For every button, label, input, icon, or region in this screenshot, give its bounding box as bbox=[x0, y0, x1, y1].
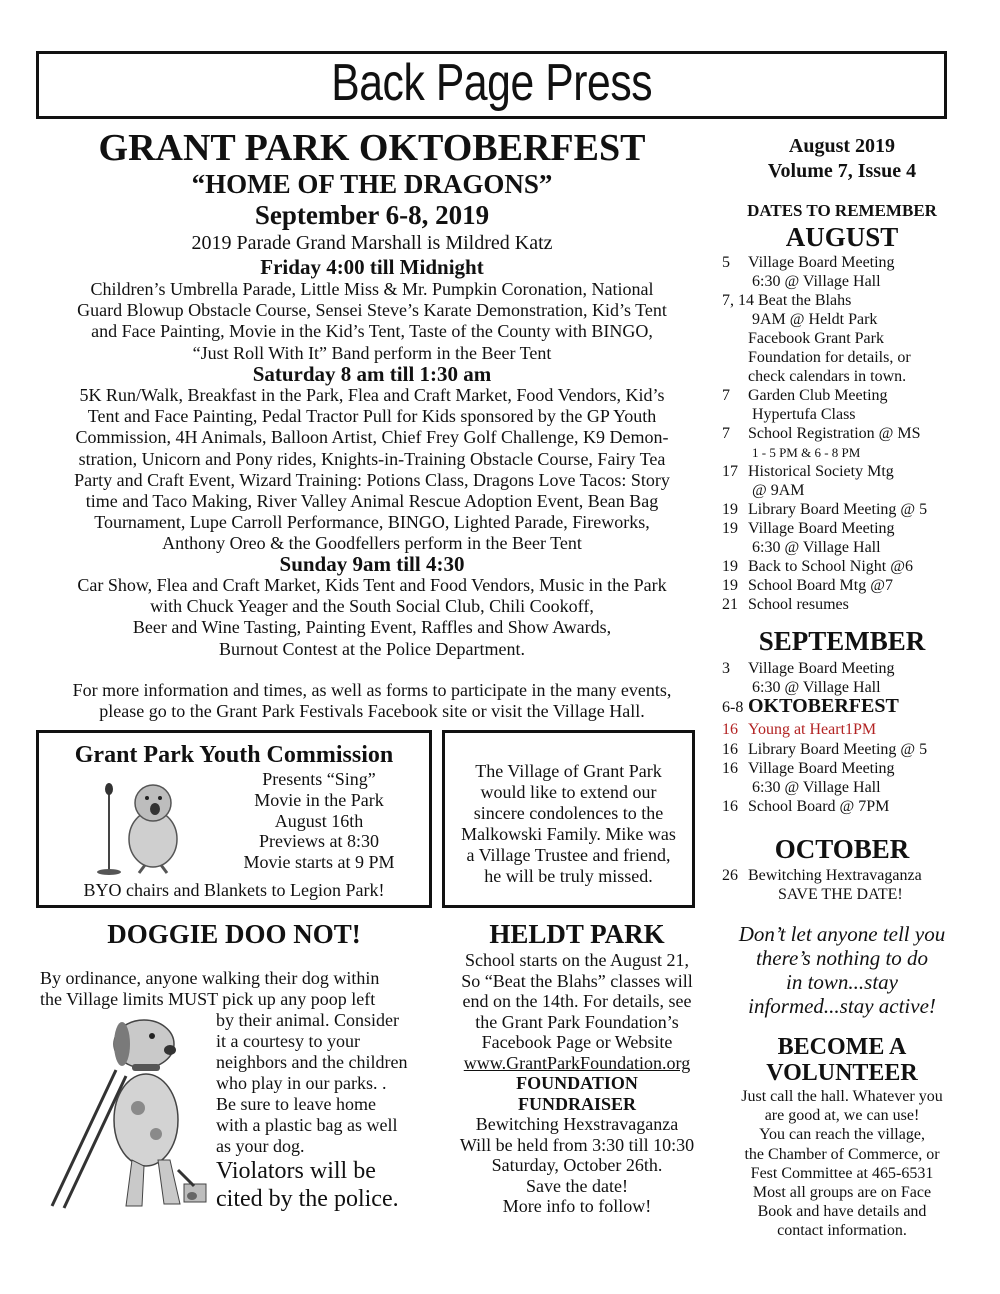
volunteer-body: Just call the hall. Whatever you are good at, we can use! You can reach the village, the Chamber of Commerce, or Fest Committee at 465-6531 Most all groups are on Face Book and have details and contact information. bbox=[741, 1088, 943, 1240]
more-info: For more information and times, as well as forms to participate in the many events, please go to the Grant Park Festivals Facebook site or visit the Village Hall. bbox=[72, 680, 672, 721]
doggie-intro: By ordinance, anyone walking their dog within the Village limits MUST pick up any poop left bbox=[40, 968, 380, 1009]
event-item: 5 Village Board Meeting 6:30 @ Village Hall bbox=[722, 254, 895, 290]
event-item: 7 Garden Club Meeting Hypertufa Class bbox=[722, 387, 888, 423]
feature-dates: September 6-8, 2019 bbox=[254, 200, 490, 230]
feature-title: GRANT PARK OKTOBERFEST bbox=[98, 127, 646, 169]
youth-commission-box bbox=[36, 730, 432, 908]
month-september: SEPTEMBER bbox=[758, 626, 926, 656]
heldt-body: School starts on the August 21, So “Beat the Blahs” classes will end on the 14th. For details, see the Grant Park Foundation’s Facebook Page or Website www.GrantParkFoundation.org FOUNDATION FUNDRAISER Bewitching Hexstravaganza Will be held from 3:30 till 10:30 Saturday, October 26th. Save the date! More info to follow! bbox=[446, 950, 708, 1217]
youth-commission-title: Grant Park Youth Commission bbox=[74, 742, 394, 768]
issue-info: August 2019 Volume 7, Issue 4 bbox=[767, 135, 917, 182]
event-item: 21 School resumes bbox=[722, 596, 849, 613]
saturday-heading: Saturday 8 am till 1:30 am bbox=[252, 362, 492, 386]
month-october: OCTOBER bbox=[774, 834, 910, 864]
youth-commission-details: Presents “Sing” Movie in the Park August 16th Previews at 8:30 Movie starts at 9 PM bbox=[243, 769, 395, 873]
sunday-heading: Sunday 9am till 4:30 bbox=[279, 552, 465, 576]
masthead-title: Back Page Press bbox=[331, 54, 652, 112]
event-item: 16 Young at Heart1PM bbox=[722, 721, 877, 738]
event-item: 17 Historical Society Mtg @ 9AM bbox=[722, 463, 894, 499]
youth-commission-footer: BYO chairs and Blankets to Legion Park! bbox=[83, 880, 385, 900]
event-item: 19 Village Board Meeting 6:30 @ Village Hall bbox=[722, 520, 895, 556]
event-item: 16 Library Board Meeting @ 5 bbox=[722, 741, 928, 758]
heldt-title: HELDT PARK bbox=[489, 919, 665, 949]
event-item: 26 Bewitching Hextravaganza SAVE THE DATE! bbox=[722, 867, 922, 903]
event-item: 7 School Registration @ MS 1 - 5 PM & 6 - 8 PM bbox=[722, 425, 921, 460]
grand-marshall: 2019 Parade Grand Marshall is Mildred Katz bbox=[191, 232, 553, 254]
event-item: 16 School Board @ 7PM bbox=[722, 798, 890, 815]
dates-to-remember-heading: DATES TO REMEMBER bbox=[747, 201, 937, 220]
masthead bbox=[36, 51, 947, 119]
volunteer-title: BECOME A VOLUNTEER bbox=[766, 1034, 918, 1086]
event-item: 3 Village Board Meeting 6:30 @ Village Hall bbox=[722, 660, 895, 696]
event-item: 19 School Board Mtg @7 bbox=[722, 577, 893, 594]
singer-illustration-icon bbox=[79, 773, 189, 877]
sunday-events: Car Show, Flea and Craft Market, Kids Tent and Food Vendors, Music in the Park with Chuck Yeager and the South Social Club, Chili Cookoff, Beer and Wine Tasting, Painting Event, Raffles and Show Awards, Burnout Contest at the Police Department. bbox=[77, 575, 667, 659]
condolences-box bbox=[442, 730, 695, 908]
foundation-website-link[interactable]: www.GrantParkFoundation.org bbox=[463, 1052, 691, 1073]
friday-heading: Friday 4:00 till Midnight bbox=[260, 255, 484, 279]
month-august: AUGUST bbox=[785, 222, 899, 252]
event-item: 19 Library Board Meeting @ 5 bbox=[722, 501, 928, 518]
sidebar-tagline: Don’t let anyone tell you there’s nothing to do in town...stay informed...stay active! bbox=[738, 922, 946, 1018]
event-item: 7, 14 Beat the Blahs 9AM @ Heldt Park Facebook Grant Park Foundation for details, or check calendars in town. bbox=[722, 292, 911, 385]
feature-subtitle: “HOME OF THE DRAGONS” bbox=[191, 169, 553, 199]
saturday-events: 5K Run/Walk, Breakfast in the Park, Flea and Craft Market, Food Vendors, Kid’s Tent and Face Painting, Pedal Tractor Pull for Kids sponsored by the GP Youth Commission, 4H Animals, Balloon Artist, Chief Frey Golf Challenge, K9 Demon- stration, Unicorn and Pony rides, Knights-in-Training Obstacle Course, Fairy Tea Party and Craft Event, Wizard Training: Potions Class, Dragons Love Tacos: Story time and Taco Making, River Valley Animal Rescue Adoption Event, Bean Bag Tournament, Lupe Carroll Performance, BINGO, Lighted Parade, Fireworks, Anthony Oreo & the Goodfellers perform in the Beer Tent bbox=[74, 385, 670, 554]
condolences-text: The Village of Grant Park would like to extend our sincere condolences to the Malkowski Family. Mike was a Village Trustee and friend, he will be truly missed. bbox=[461, 761, 676, 886]
event-item-oktoberfest: 6-8 OKTOBERFEST bbox=[722, 695, 899, 717]
friday-events: Children’s Umbrella Parade, Little Miss & Mr. Pumpkin Coronation, National Guard Blowup Obstacle Course, Sensei Steve’s Karate Demonstration, Kid’s Tent and Face Painting, Movie in the Kid’s Tent, Taste of the County with BINGO, “Just Roll With It” Band perform in the Beer Tent bbox=[77, 279, 667, 363]
dog-scooper-illustration-icon bbox=[46, 1010, 214, 1210]
doggie-body: by their animal. Consider it a courtesy to your neighbors and the children who play in our parks. . Be sure to leave home with a plastic bag as well as your dog. bbox=[216, 1010, 408, 1156]
doggie-title: DOGGIE DOO NOT! bbox=[107, 919, 361, 949]
doggie-violators-warning: Violators will be cited by the police. bbox=[216, 1158, 399, 1212]
event-item: 19 Back to School Night @6 bbox=[722, 558, 913, 575]
event-item: 16 Village Board Meeting 6:30 @ Village Hall bbox=[722, 760, 895, 796]
